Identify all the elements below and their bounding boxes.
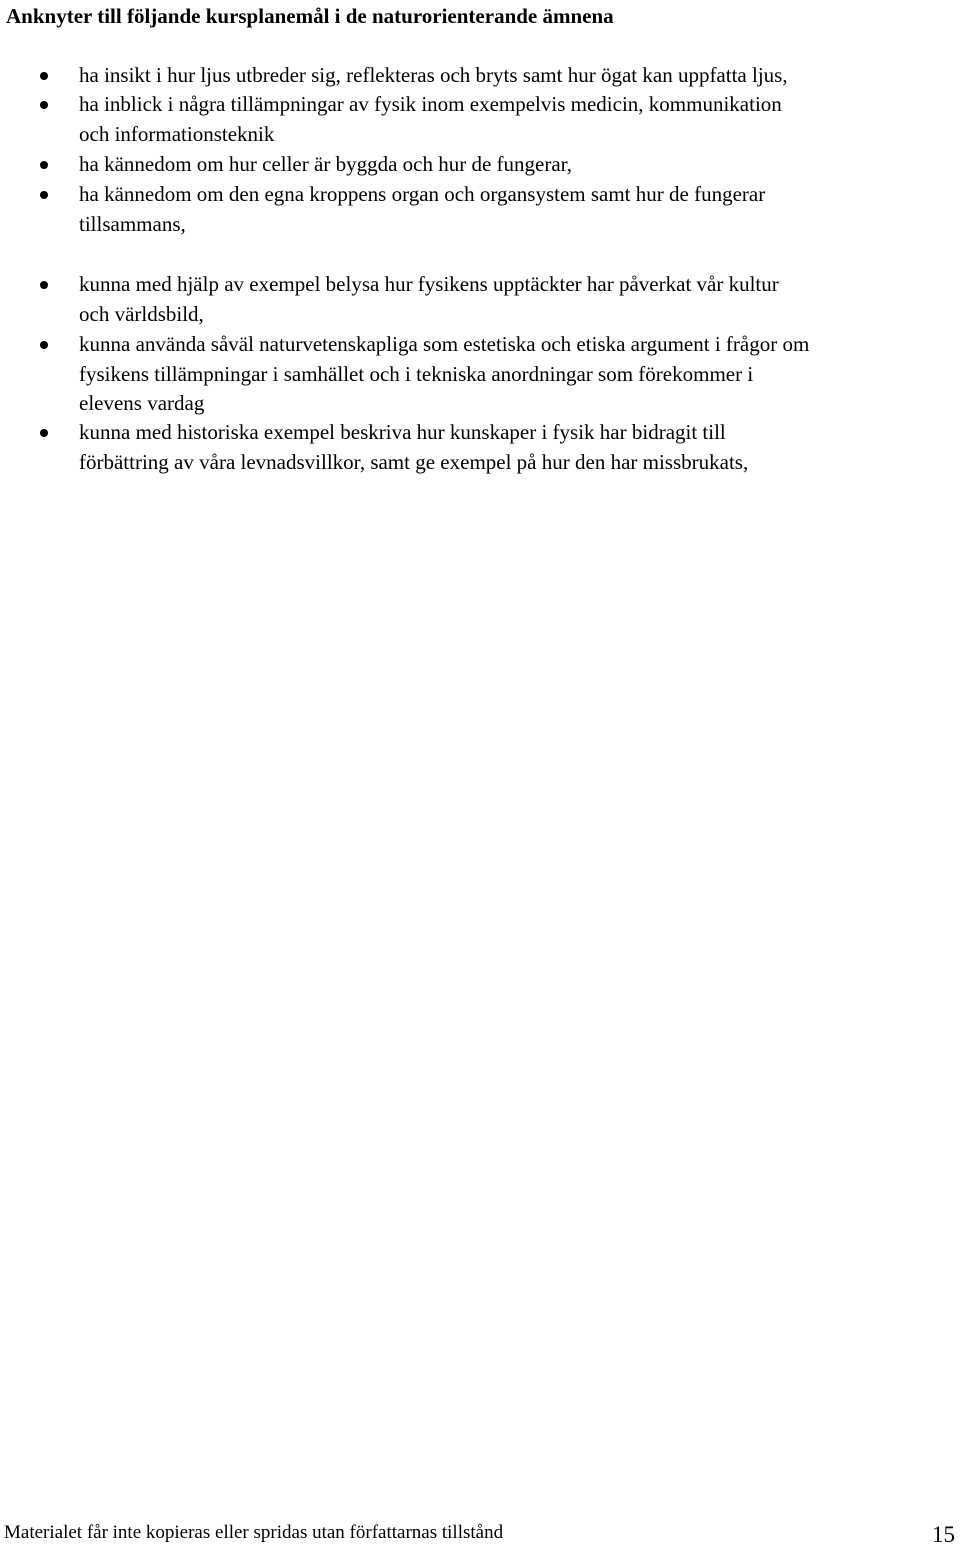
- page-number: 15: [932, 1522, 955, 1547]
- bullet-icon: [40, 429, 48, 437]
- footer-copyright-notice: Materialet får inte kopieras eller spridas utan författarnas tillstånd: [4, 1522, 504, 1543]
- list-item-text: ha insikt i hur ljus utbreder sig, reflekteras och bryts samt hur ögat kan uppfatta ljus,: [79, 63, 788, 87]
- bullet-icon: [40, 101, 48, 109]
- bullet-icon: [40, 191, 48, 199]
- list-item-text: kunna använda såväl naturvetenskapliga som estetiska och etiska argument i frågor om fysikens tillämpningar i samhället och i tekniska anordningar som förekommer i elevens vardag: [79, 332, 810, 416]
- bullet-icon: [40, 72, 48, 80]
- list-item-text: kunna med hjälp av exempel belysa hur fysikens upptäckter har påverkat vår kultur och världsbild,: [79, 272, 779, 326]
- list-item-text: ha kännedom om hur celler är byggda och hur de fungerar,: [79, 152, 573, 176]
- bullet-icon: [40, 161, 48, 169]
- bullet-icon: [40, 341, 48, 349]
- list-item-text: ha kännedom om den egna kroppens organ och organsystem samt hur de fungerar tillsammans,: [79, 182, 766, 236]
- list-item-text: ha inblick i några tillämpningar av fysik inom exempelvis medicin, kommunikation och informationsteknik: [79, 92, 782, 146]
- section-heading: Anknyter till följande kursplanemål i de naturorienterande ämnena: [6, 4, 614, 28]
- bullet-icon: [40, 281, 48, 289]
- list-item-text: kunna med historiska exempel beskriva hur kunskaper i fysik har bidragit till förbättring av våra levnadsvillkor, samt ge exempel på hur den har missbrukats,: [79, 420, 749, 474]
